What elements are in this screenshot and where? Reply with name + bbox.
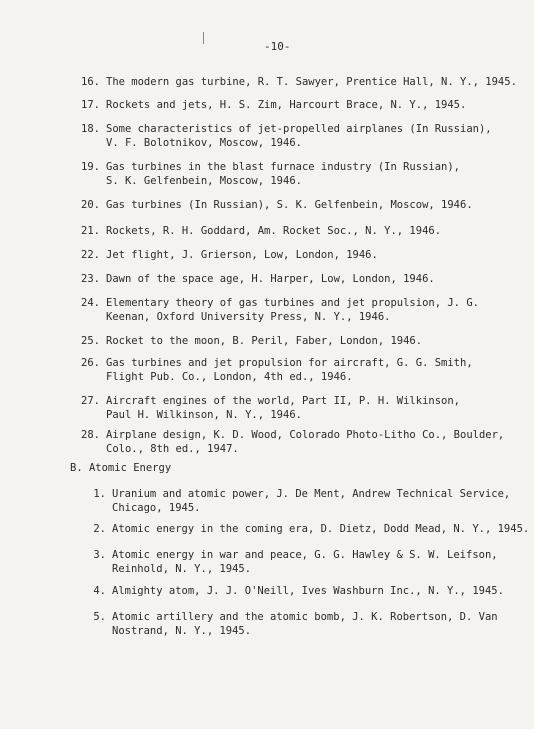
- bibliography-entry: [76, 224, 441, 238]
- bibliography-entry: [76, 160, 460, 188]
- margin-mark: [203, 32, 204, 44]
- entry-text-line: Rockets and jets, H. S. Zim, Harcourt Brace, N. Y., 1945.: [106, 99, 467, 111]
- entry-number: 18.: [81, 123, 100, 135]
- entry-text-line: V. F. Bolotnikov, Moscow, 1946.: [106, 137, 302, 149]
- entry-number: 28.: [81, 429, 100, 441]
- entry-text-line: Some characteristics of jet-propelled airplanes (In Russian),: [106, 123, 492, 135]
- entry-text-line: Atomic energy in war and peace, G. G. Hawley & S. W. Leifson,: [112, 549, 498, 561]
- entry-text-line: Dawn of the space age, H. Harper, Low, London, 1946.: [106, 273, 435, 285]
- entry-text-line: Gas turbines in the blast furnace industry (In Russian),: [106, 161, 461, 173]
- section-heading: B. Atomic Energy: [70, 462, 172, 474]
- bibliography-entry: [76, 248, 378, 262]
- entry-text-line: Chicago, 1945.: [112, 502, 201, 514]
- entry-text-line: Airplane design, K. D. Wood, Colorado Photo-Litho Co., Boulder,: [106, 429, 505, 441]
- bibliography-entry: [76, 394, 460, 422]
- entry-number: 26.: [81, 357, 100, 369]
- entry-text-line: Gas turbines and jet propulsion for aircraft, G. G. Smith,: [106, 357, 473, 369]
- entry-number: 24.: [81, 297, 100, 309]
- entry-text-line: Uranium and atomic power, J. De Ment, Andrew Technical Service,: [112, 488, 511, 500]
- entry-number: 21.: [81, 225, 100, 237]
- entry-text-line: Rocket to the moon, B. Peril, Faber, London, 1946.: [106, 335, 423, 347]
- entry-number: 27.: [81, 395, 100, 407]
- bibliography-entry: [76, 356, 473, 384]
- entry-text-line: Reinhold, N. Y., 1945.: [112, 563, 252, 575]
- entry-text-line: Jet flight, J. Grierson, Low, London, 1946.: [106, 249, 378, 261]
- bibliography-entry: [76, 98, 466, 112]
- entry-number: 22.: [81, 249, 100, 261]
- entry-text-line: Nostrand, N. Y., 1945.: [112, 625, 252, 637]
- entry-number: 3.: [93, 549, 106, 561]
- bibliography-entry: [82, 584, 504, 598]
- entry-number: 16.: [81, 76, 100, 88]
- entry-number: 2.: [93, 523, 106, 535]
- entry-text-line: Keenan, Oxford University Press, N. Y., 1946.: [106, 311, 391, 323]
- bibliography-entry: [76, 428, 504, 456]
- entry-text-line: Aircraft engines of the world, Part II, P. H. Wilkinson,: [106, 395, 461, 407]
- entry-number: 25.: [81, 335, 100, 347]
- bibliography-entry: [76, 122, 492, 150]
- bibliography-entry: [82, 487, 510, 515]
- entry-number: 20.: [81, 199, 100, 211]
- bibliography-entry: [76, 75, 517, 89]
- page-number: -10-: [264, 40, 291, 53]
- entry-text-line: Flight Pub. Co., London, 4th ed., 1946.: [106, 371, 353, 383]
- entry-number: 23.: [81, 273, 100, 285]
- entry-text-line: S. K. Gelfenbein, Moscow, 1946.: [106, 175, 302, 187]
- entry-text-line: Gas turbines (In Russian), S. K. Gelfenbein, Moscow, 1946.: [106, 199, 473, 211]
- entry-number: 17.: [81, 99, 100, 111]
- entry-number: 5.: [93, 611, 106, 623]
- bibliography-entry: [76, 296, 479, 324]
- entry-text-line: Almighty atom, J. J. O'Neill, Ives Washburn Inc., N. Y., 1945.: [112, 585, 504, 597]
- entry-text-line: Paul H. Wilkinson, N. Y., 1946.: [106, 409, 302, 421]
- entry-text-line: Atomic artillery and the atomic bomb, J. K. Robertson, D. Van: [112, 611, 498, 623]
- entry-text-line: Colo., 8th ed., 1947.: [106, 443, 239, 455]
- bibliography-entry: [76, 272, 435, 286]
- entry-text-line: The modern gas turbine, R. T. Sawyer, Prentice Hall, N. Y., 1945.: [106, 76, 517, 88]
- bibliography-entry: [82, 522, 529, 536]
- entry-number: 1.: [93, 488, 106, 500]
- bibliography-entry: [76, 334, 422, 348]
- bibliography-entry: [76, 198, 473, 212]
- bibliography-entry: [82, 548, 498, 576]
- entry-number: 4.: [93, 585, 106, 597]
- entry-text-line: Atomic energy in the coming era, D. Dietz, Dodd Mead, N. Y., 1945.: [112, 523, 530, 535]
- bibliography-entry: [82, 610, 498, 638]
- entry-number: 19.: [81, 161, 100, 173]
- entry-text-line: Rockets, R. H. Goddard, Am. Rocket Soc., N. Y., 1946.: [106, 225, 442, 237]
- entry-text-line: Elementary theory of gas turbines and jet propulsion, J. G.: [106, 297, 479, 309]
